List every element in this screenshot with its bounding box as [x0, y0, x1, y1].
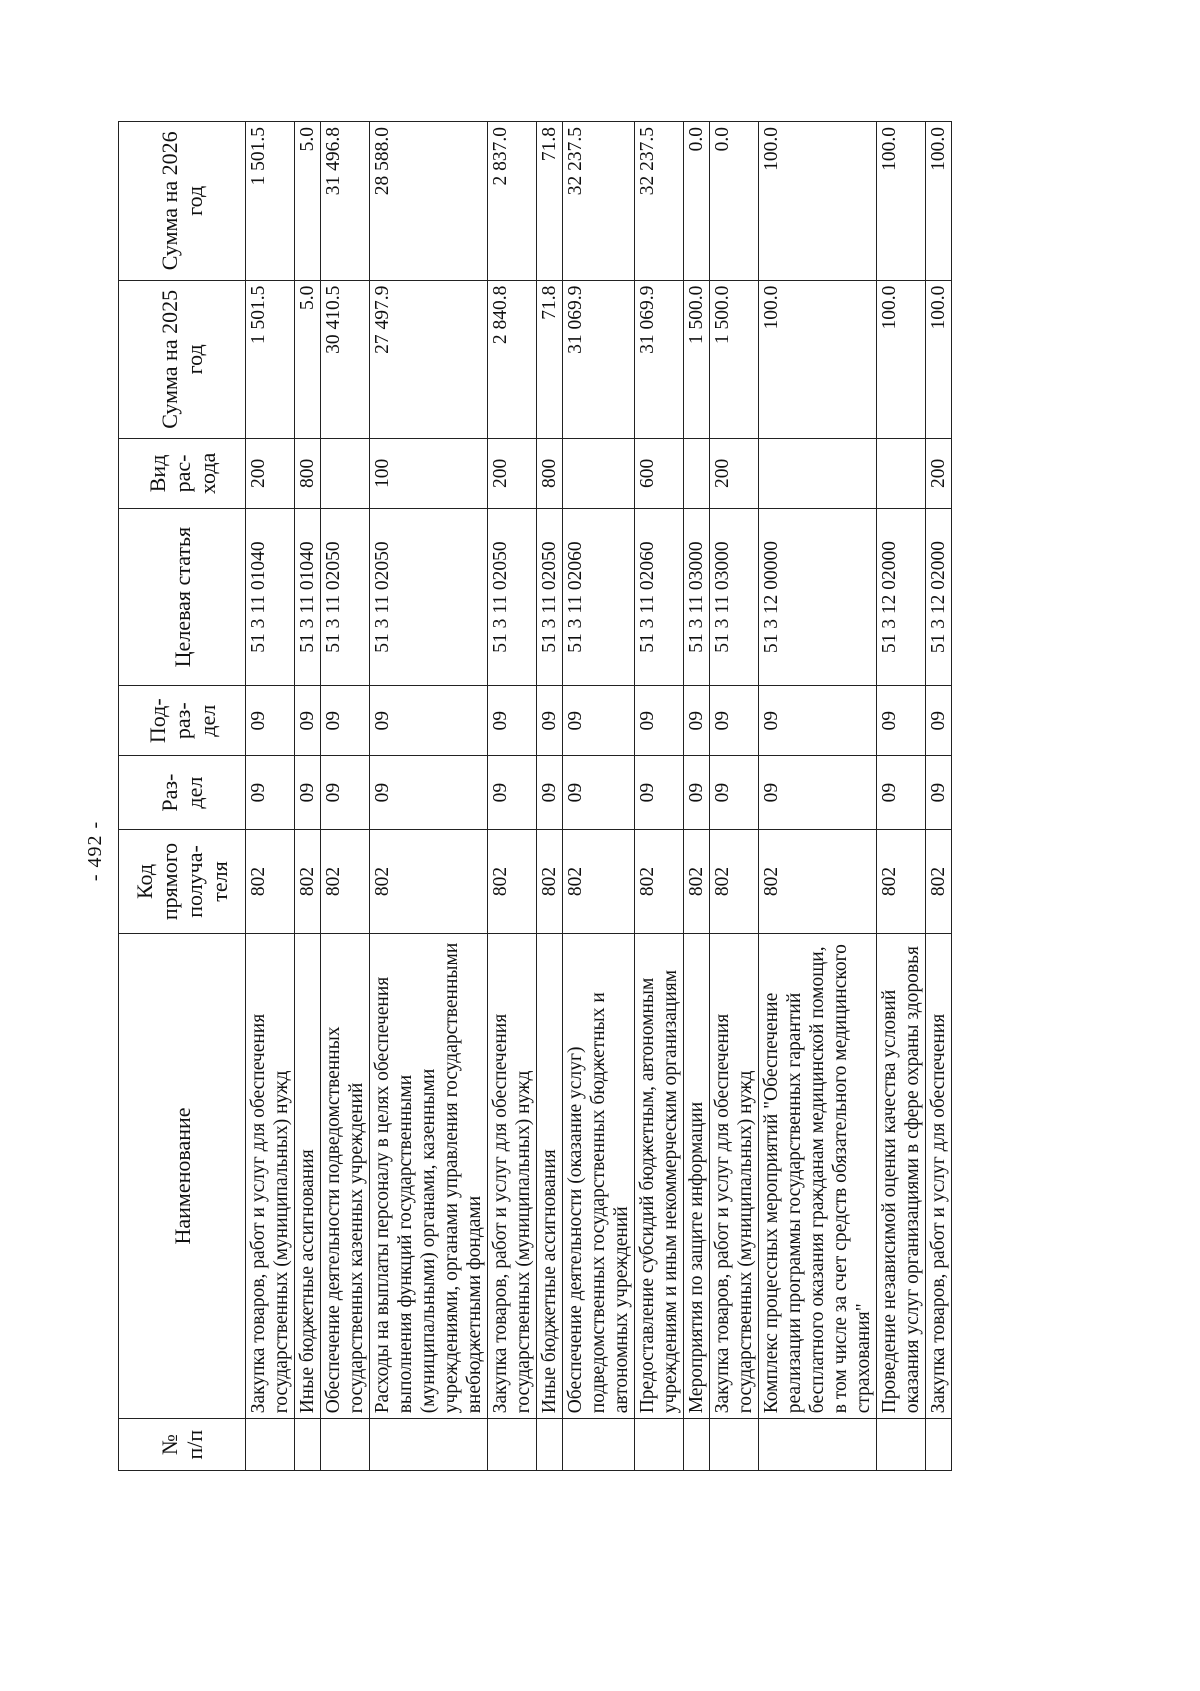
cell-section: 09 — [321, 756, 370, 830]
cell-name: Обеспечение деятельности подведомственных государственных казенных учреждений — [321, 933, 370, 1419]
table-row — [537, 122, 563, 1471]
cell-sum-2025: 100.0 — [926, 280, 952, 439]
cell-name: Закупка товаров, работ и услуг для обеспечения — [926, 933, 952, 1419]
cell-subsection: 09 — [635, 686, 684, 756]
cell-subsection: 09 — [563, 686, 635, 756]
cell-recipient-code: 802 — [710, 830, 759, 933]
cell-sum-2025: 31 069.9 — [563, 280, 635, 439]
cell-name: Закупка товаров, работ и услуг для обеспечения государственных (муниципальных) нужд — [246, 933, 295, 1419]
cell-recipient-code: 802 — [759, 830, 877, 933]
cell-section: 09 — [537, 756, 563, 830]
cell-name: Проведение независимой оценки качества условий оказания услуг организациями в сфере охраны здоровья — [877, 933, 926, 1419]
cell-num — [321, 1419, 370, 1471]
cell-subsection: 09 — [926, 686, 952, 756]
cell-recipient-code: 802 — [246, 830, 295, 933]
cell-expense-type: 200 — [926, 439, 952, 509]
cell-expense-type — [759, 439, 877, 509]
cell-target: 51 3 11 02060 — [635, 508, 684, 686]
cell-num — [635, 1419, 684, 1471]
cell-name: Иные бюджетные ассигнования — [537, 933, 563, 1419]
cell-recipient-code: 802 — [684, 830, 710, 933]
cell-target: 51 3 11 02050 — [370, 508, 488, 686]
cell-name: Иные бюджетные ассигнования — [295, 933, 321, 1419]
cell-num — [295, 1419, 321, 1471]
cell-recipient-code: 802 — [370, 830, 488, 933]
cell-name: Закупка товаров, работ и услуг для обеспечения государственных (муниципальных) нужд — [710, 933, 759, 1419]
cell-section: 09 — [563, 756, 635, 830]
header-num: № п/п — [119, 1419, 246, 1471]
cell-subsection: 09 — [488, 686, 537, 756]
cell-num — [926, 1419, 952, 1471]
cell-num — [759, 1419, 877, 1471]
header-sum-2026: Сумма на 2026 год — [119, 122, 246, 281]
cell-target: 51 3 11 01040 — [246, 508, 295, 686]
cell-target: 51 3 12 02000 — [926, 508, 952, 686]
table-row — [563, 122, 635, 1471]
budget-table — [118, 121, 952, 1471]
cell-sum-2026: 32 237.5 — [635, 122, 684, 281]
cell-expense-type — [321, 439, 370, 509]
cell-name: Закупка товаров, работ и услуг для обеспечения государственных (муниципальных) нужд — [488, 933, 537, 1419]
cell-subsection: 09 — [759, 686, 877, 756]
table-row — [295, 122, 321, 1471]
cell-num — [563, 1419, 635, 1471]
table-body — [246, 122, 952, 1471]
header-expense-type: Вид рас-хода — [119, 439, 246, 509]
cell-subsection: 09 — [710, 686, 759, 756]
table-row — [488, 122, 537, 1471]
cell-target: 51 3 11 03000 — [684, 508, 710, 686]
cell-section: 09 — [926, 756, 952, 830]
cell-target: 51 3 12 02000 — [877, 508, 926, 686]
cell-sum-2026: 28 588.0 — [370, 122, 488, 281]
cell-expense-type — [684, 439, 710, 509]
cell-expense-type: 200 — [710, 439, 759, 509]
cell-sum-2025: 100.0 — [877, 280, 926, 439]
header-section: Раз-дел — [119, 756, 246, 830]
cell-sum-2026: 0.0 — [710, 122, 759, 281]
header-name: Наименование — [119, 933, 246, 1419]
cell-sum-2025: 31 069.9 — [635, 280, 684, 439]
cell-recipient-code: 802 — [563, 830, 635, 933]
cell-sum-2026: 100.0 — [926, 122, 952, 281]
cell-expense-type: 800 — [295, 439, 321, 509]
cell-num — [246, 1419, 295, 1471]
cell-subsection: 09 — [246, 686, 295, 756]
cell-num — [488, 1419, 537, 1471]
cell-subsection: 09 — [370, 686, 488, 756]
cell-recipient-code: 802 — [537, 830, 563, 933]
table-row — [710, 122, 759, 1471]
cell-sum-2026: 0.0 — [684, 122, 710, 281]
cell-section: 09 — [295, 756, 321, 830]
header-sum-2025: Сумма на 2025 год — [119, 280, 246, 439]
cell-expense-type: 800 — [537, 439, 563, 509]
table-row — [635, 122, 684, 1471]
cell-num — [710, 1419, 759, 1471]
cell-sum-2025: 1 501.5 — [246, 280, 295, 439]
table-row — [877, 122, 926, 1471]
cell-name: Мероприятия по защите информации — [684, 933, 710, 1419]
cell-sum-2026: 100.0 — [759, 122, 877, 281]
cell-sum-2026: 71.8 — [537, 122, 563, 281]
cell-section: 09 — [635, 756, 684, 830]
cell-expense-type: 200 — [246, 439, 295, 509]
cell-section: 09 — [488, 756, 537, 830]
cell-subsection: 09 — [295, 686, 321, 756]
cell-target: 51 3 11 02050 — [488, 508, 537, 686]
cell-expense-type — [877, 439, 926, 509]
cell-subsection: 09 — [537, 686, 563, 756]
cell-sum-2025: 30 410.5 — [321, 280, 370, 439]
cell-sum-2025: 1 500.0 — [684, 280, 710, 439]
cell-recipient-code: 802 — [321, 830, 370, 933]
table-row — [321, 122, 370, 1471]
document-page — [80, 111, 1080, 1591]
cell-sum-2026: 2 837.0 — [488, 122, 537, 281]
table-row — [926, 122, 952, 1471]
cell-recipient-code: 802 — [488, 830, 537, 933]
cell-sum-2025: 27 497.9 — [370, 280, 488, 439]
cell-name: Расходы на выплаты персоналу в целях обеспечения выполнения функций государственными (муниципальными) органами, казенными учреждениями, органами управления государственными внебюджетными фондами — [370, 933, 488, 1419]
cell-subsection: 09 — [321, 686, 370, 756]
cell-name: Обеспечение деятельности (оказание услуг) подведомственных государственных бюджетных и автономных учреждений — [563, 933, 635, 1419]
cell-expense-type: 600 — [635, 439, 684, 509]
cell-section: 09 — [370, 756, 488, 830]
cell-recipient-code: 802 — [635, 830, 684, 933]
cell-sum-2025: 71.8 — [537, 280, 563, 439]
cell-sum-2026: 5.0 — [295, 122, 321, 281]
header-target: Целевая статья — [119, 508, 246, 686]
cell-sum-2025: 5.0 — [295, 280, 321, 439]
cell-num — [370, 1419, 488, 1471]
cell-section: 09 — [759, 756, 877, 830]
cell-expense-type: 200 — [488, 439, 537, 509]
header-recipient-code: Код прямого получа-теля — [119, 830, 246, 933]
table-row — [246, 122, 295, 1471]
cell-target: 51 3 11 02050 — [537, 508, 563, 686]
cell-num — [684, 1419, 710, 1471]
cell-num — [537, 1419, 563, 1471]
cell-sum-2026: 31 496.8 — [321, 122, 370, 281]
cell-target: 51 3 11 02060 — [563, 508, 635, 686]
cell-sum-2025: 100.0 — [759, 280, 877, 439]
cell-sum-2025: 2 840.8 — [488, 280, 537, 439]
cell-num — [877, 1419, 926, 1471]
cell-target: 51 3 11 01040 — [295, 508, 321, 686]
cell-recipient-code: 802 — [877, 830, 926, 933]
cell-sum-2026: 1 501.5 — [246, 122, 295, 281]
header-subsection: Под-раз-дел — [119, 686, 246, 756]
cell-target: 51 3 12 00000 — [759, 508, 877, 686]
cell-recipient-code: 802 — [295, 830, 321, 933]
table-row — [684, 122, 710, 1471]
table-row — [759, 122, 877, 1471]
cell-recipient-code: 802 — [926, 830, 952, 933]
page-number: - 492 - — [84, 820, 106, 882]
table-row — [370, 122, 488, 1471]
cell-expense-type: 100 — [370, 439, 488, 509]
cell-section: 09 — [246, 756, 295, 830]
header-row — [119, 122, 246, 1471]
cell-sum-2025: 1 500.0 — [710, 280, 759, 439]
cell-sum-2026: 100.0 — [877, 122, 926, 281]
cell-section: 09 — [877, 756, 926, 830]
cell-subsection: 09 — [877, 686, 926, 756]
cell-section: 09 — [710, 756, 759, 830]
table-header — [119, 122, 246, 1471]
cell-target: 51 3 11 03000 — [710, 508, 759, 686]
cell-name: Предоставление субсидий бюджетным, автономным учреждениям и иным некоммерческим организациям — [635, 933, 684, 1419]
cell-sum-2026: 32 237.5 — [563, 122, 635, 281]
cell-section: 09 — [684, 756, 710, 830]
cell-name: Комплекс процессных мероприятий "Обеспечение реализации программы государственных гарантий бесплатного оказания гражданам медицинской помощи, в том числе за счет средств обязательного медицинского страхования" — [759, 933, 877, 1419]
cell-expense-type — [563, 439, 635, 509]
cell-subsection: 09 — [684, 686, 710, 756]
cell-target: 51 3 11 02050 — [321, 508, 370, 686]
